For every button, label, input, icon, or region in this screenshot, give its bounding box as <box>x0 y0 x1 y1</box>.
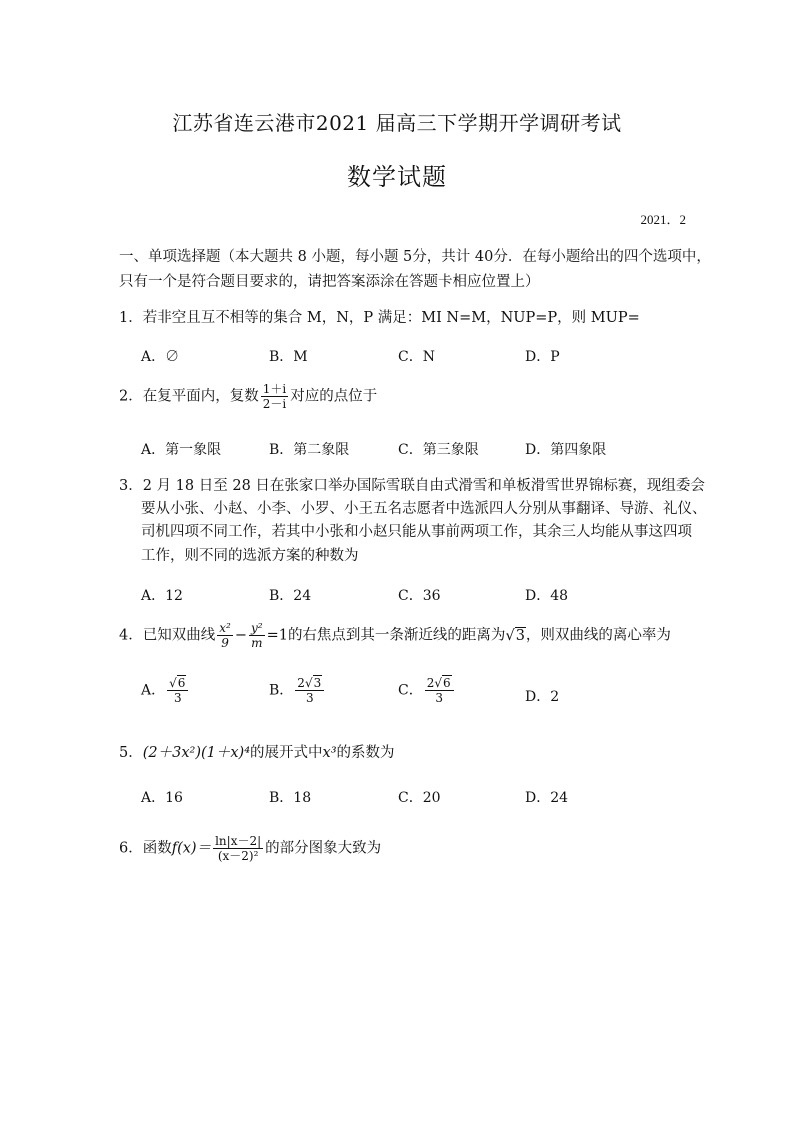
question-text-tail: 对应的点位于 <box>290 388 378 405</box>
option-label: D． <box>525 689 551 705</box>
hyperbola-term-x <box>217 621 233 650</box>
complex-fraction <box>261 382 288 411</box>
question-3-line-2: 要从小张、小赵、小李、小罗、小王五名志愿者中选派四人分别从事翻译、导游、礼仪、 <box>141 501 707 517</box>
q2-option-b: B．第二象限 <box>269 442 350 458</box>
polynomial-expression: (2＋3x²)(1＋x)⁴ <box>142 745 251 761</box>
question-3 <box>119 474 705 495</box>
fraction-denominator: 3 <box>173 691 182 705</box>
q4-option-a <box>141 676 190 705</box>
question-text-line: 2 月 18 日至 28 日在张家口举办国际雪联自由式滑雪和单板滑雪世界锦标赛，现组委会 <box>142 478 705 494</box>
sqrt-expression: √6 <box>434 676 451 690</box>
fraction-numerator <box>167 676 188 691</box>
option-fraction <box>167 676 188 705</box>
q4-option-b <box>269 676 326 705</box>
q3-option-a: A．12 <box>141 588 183 604</box>
fraction-numerator <box>295 676 324 691</box>
question-number: 4． <box>119 627 143 644</box>
question-text: 函数 <box>142 840 172 857</box>
function-name: f(x)＝ <box>171 840 212 857</box>
fraction-numerator: y² <box>250 621 263 635</box>
fraction-numerator: 1＋i <box>262 382 287 396</box>
option-fraction <box>295 676 324 705</box>
variable-term: x³ <box>322 745 337 761</box>
coefficient: 2 <box>426 676 435 690</box>
q3-option-d: D．48 <box>525 588 569 604</box>
radicand: 6 <box>177 676 186 690</box>
q4-option-c <box>398 676 456 705</box>
option-value: 2 <box>550 689 560 705</box>
subject-title: 数学试题 <box>347 163 447 191</box>
fraction-numerator <box>425 676 454 691</box>
exam-date: 2021．2 <box>640 212 686 227</box>
minus-sign: − <box>234 627 247 644</box>
fraction-denominator: 9 <box>221 636 229 650</box>
q4-option-d <box>525 686 559 706</box>
question-text-tail: 的系数为 <box>336 745 395 761</box>
question-text-mid: 的右焦点到其一条渐近线的距离为 <box>287 627 506 644</box>
fraction-denominator: m <box>251 636 263 650</box>
q3-option-b: B．24 <box>269 588 312 604</box>
question-3-line-4: 工作，则不同的选派方案的种数为 <box>141 548 359 564</box>
q1-option-a: A．∅ <box>141 349 180 365</box>
radicand: 3 <box>515 627 525 644</box>
q5-option-c: C．20 <box>398 790 441 806</box>
coefficient: 2 <box>297 676 305 690</box>
fraction-numerator: ln|x－2| <box>215 834 262 848</box>
fraction-denominator: 2－i <box>262 397 287 411</box>
q2-option-a: A．第一象限 <box>141 442 222 458</box>
radicand: 3 <box>313 676 322 690</box>
fraction-denominator: (x－2)² <box>217 849 259 863</box>
fraction-denominator: 3 <box>305 691 314 705</box>
sqrt-expression: √3 <box>505 627 525 644</box>
exam-title: 江苏省连云港市2021 届高三下学期开学调研考试 <box>172 111 622 135</box>
question-text: 已知双曲线 <box>142 627 216 644</box>
question-number: 6． <box>119 840 143 857</box>
question-text: 若非空且互不相等的集合 M，N，P 满足：MI N=M，NUP=P，则 MUP= <box>142 310 640 326</box>
fraction-denominator: 3 <box>435 691 443 705</box>
q5-option-b: B．18 <box>269 790 312 806</box>
q5-option-a: A．16 <box>141 790 183 806</box>
question-text-tail: 的部分图象大致为 <box>265 840 382 857</box>
question-number: 3． <box>119 478 143 494</box>
radicand: 6 <box>443 676 451 690</box>
fraction-numerator: x² <box>219 621 231 635</box>
question-1 <box>119 306 640 327</box>
question-text-mid: 的展开式中 <box>250 745 323 761</box>
question-3-line-3: 司机四项不同工作，若其中小张和小赵只能从事前两项工作，其余三人均能从事这四项 <box>141 524 692 540</box>
option-fraction <box>425 676 454 705</box>
question-2 <box>119 382 377 411</box>
question-4 <box>119 621 671 650</box>
q1-option-b: B．M <box>269 349 308 365</box>
hyperbola-term-y <box>249 621 265 650</box>
option-label: A． <box>141 682 166 699</box>
option-label: C． <box>398 682 423 699</box>
equals-one: =1 <box>266 627 288 644</box>
question-number: 2． <box>119 388 143 405</box>
q3-option-c: C．36 <box>398 588 441 604</box>
q1-option-c: C．N <box>398 349 435 365</box>
question-number: 1． <box>119 310 143 326</box>
question-6 <box>119 834 381 863</box>
function-fraction <box>213 834 263 863</box>
sqrt-expression: √6 <box>169 676 186 690</box>
question-5 <box>119 741 395 762</box>
q1-option-d: D．P <box>525 349 560 365</box>
option-label: B． <box>269 682 294 699</box>
section-instructions-line2: 只有一个是符合题目要求的，请把答案添涂在答题卡相应位置上） <box>119 274 540 290</box>
section-instructions-line1: 一、单项选择题（本大题共 8 小题，每小题 5分，共计 40分．在每小题给出的四个选项中， <box>119 249 711 265</box>
q2-option-c: C．第三象限 <box>398 442 479 458</box>
sqrt-expression: √3 <box>304 676 322 690</box>
question-number: 5． <box>119 745 143 761</box>
question-text: 在复平面内，复数 <box>142 388 259 405</box>
question-text-tail: ，则双曲线的离心率为 <box>525 627 671 644</box>
q5-option-d: D．24 <box>525 790 569 806</box>
q2-option-d: D．第四象限 <box>525 442 607 458</box>
